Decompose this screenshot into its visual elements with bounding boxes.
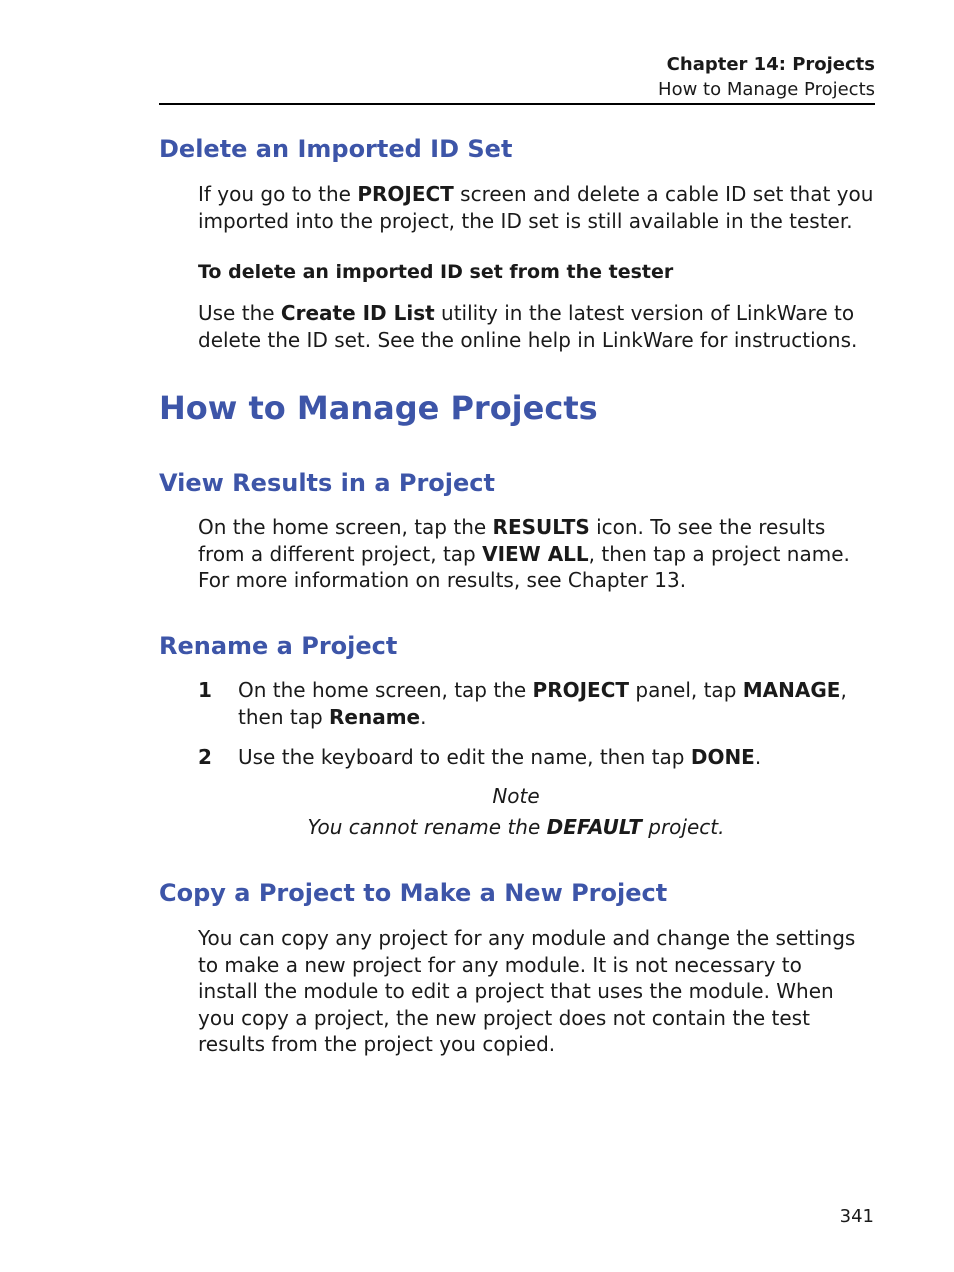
- step-number-2: 2: [198, 745, 212, 769]
- view-line2: from a different project, tap VIEW ALL, then tap a project name.: [198, 541, 850, 566]
- step1-line1: On the home screen, tap the PROJECT panel, tap MANAGE,: [238, 678, 847, 702]
- copy-line: you copy a project, the new project does not contain the test: [198, 1005, 810, 1030]
- procedure-title: To delete an imported ID set from the tester: [198, 261, 674, 283]
- step1-line2: then tap Rename.: [238, 704, 427, 729]
- copy-line: to make a new project for any module. It is not necessary to: [198, 952, 802, 977]
- header-rule: [159, 103, 875, 105]
- page-number: 341: [839, 1206, 874, 1227]
- note-body: You cannot rename the DEFAULT project.: [307, 815, 725, 839]
- view-paragraph: [198, 514, 888, 594]
- note-title: Note: [492, 784, 540, 808]
- header-section: How to Manage Projects: [658, 79, 875, 100]
- copy-line: install the module to edit a project that uses the module. When: [198, 979, 834, 1003]
- step-text-2: Use the keyboard to edit the name, then tap DONE.: [238, 745, 762, 769]
- delete-paragraph-2: [198, 300, 888, 353]
- copy-paragraph: [198, 925, 888, 1058]
- view-line3: For more information on results, see Chapter 13.: [198, 568, 687, 592]
- delete-p2-line2: delete the ID set. See the online help in LinkWare for instructions.: [198, 327, 858, 352]
- delete-p1-line2: imported into the project, the ID set is still available in the tester.: [198, 208, 853, 233]
- step-number-1: 1: [198, 678, 212, 702]
- copy-line: You can copy any project for any module and change the settings: [198, 926, 856, 950]
- header-chapter: Chapter 14: Projects: [666, 54, 875, 75]
- heading-view-results: View Results in a Project: [159, 469, 495, 497]
- delete-p1-line1: If you go to the PROJECT screen and delete a cable ID set that you: [198, 182, 874, 206]
- heading-copy-project: Copy a Project to Make a New Project: [159, 879, 668, 907]
- view-line1: On the home screen, tap the RESULTS icon. To see the results: [198, 515, 826, 539]
- delete-paragraph-1: [198, 181, 888, 234]
- step-text-1: [238, 677, 847, 730]
- heading-delete-imported-id-set: Delete an Imported ID Set: [159, 135, 513, 163]
- heading-rename-project: Rename a Project: [159, 632, 398, 660]
- delete-p2-line1: Use the Create ID List utility in the latest version of LinkWare to: [198, 301, 855, 325]
- copy-line: results from the project you copied.: [198, 1032, 556, 1056]
- heading-how-to-manage-projects: How to Manage Projects: [159, 389, 598, 427]
- running-header: [159, 52, 875, 102]
